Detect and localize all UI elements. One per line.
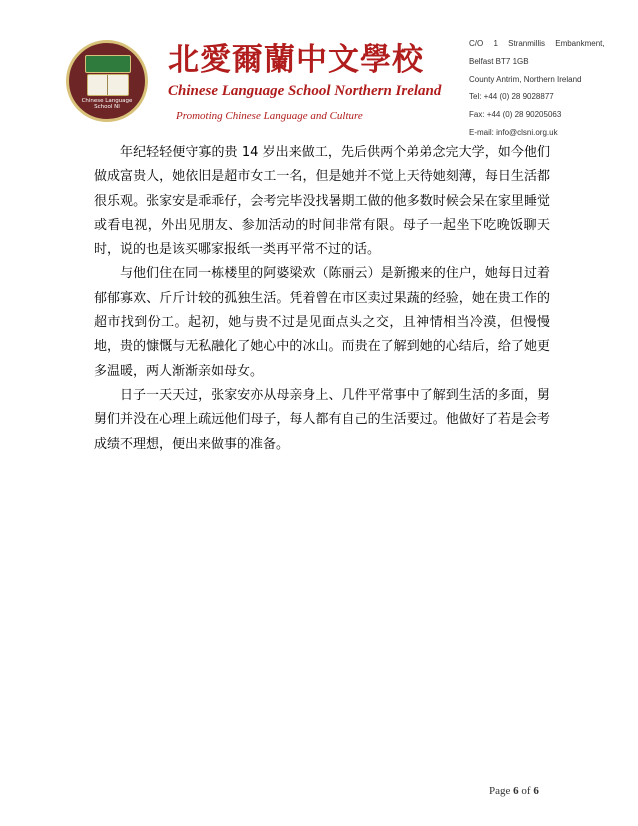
paragraph: 日子一天天过，张家安亦从母亲身上、几件平常事中了解到生活的多面，舅舅们并没在心理上疏远他们母子，每人都有自己的生活要过。他做好了若是会考成绩不理想，便出来做事的准备。 (94, 387, 550, 452)
page-total: 6 (533, 785, 539, 797)
school-title-chinese: 北愛爾蘭中文學校 (168, 42, 424, 78)
article-body (94, 141, 550, 457)
logo-name-line2: School NI (94, 104, 120, 110)
open-book-icon (87, 74, 129, 96)
address-line-1: C/O 1 Stranmillis Embankment, (469, 39, 605, 48)
logo-name-line1: Chinese Language (81, 98, 133, 104)
fax: Fax: +44 (0) 28 90205063 (469, 110, 562, 120)
school-title-english: Chinese Language School Northern Ireland (168, 83, 442, 99)
address-line-2: Belfast BT7 1GB (469, 56, 529, 66)
page-label: Page (489, 785, 511, 797)
chalkboard-icon (85, 55, 131, 73)
page-number (489, 785, 539, 797)
telephone: Tel: +44 (0) 28 9028877 (469, 92, 554, 102)
paragraph: 年纪轻轻便守寡的贵 14 岁出来做工，先后供两个弟弟念完大学，如今他们做成富贵人，她依旧是超市女工一名，但是她并不觉上天待她刻薄，每日生活都很乐观。张家安是乖乖仔，会考完毕没找暑期工做的他多数时候会呆在家里睡觉或看电视，外出见朋友、参加活动的时间非常有限。母子一起坐下吃晚饭聊天时，说的也是该买哪家报纸一类再平常不过的话。 (94, 145, 550, 258)
logo-school-name (69, 98, 145, 110)
school-logo (66, 40, 148, 122)
email: E-mail: info@clsni.org.uk (469, 127, 558, 137)
address-line-3: County Antrim, Northern Ireland (469, 74, 582, 84)
school-slogan: Promoting Chinese Language and Culture (176, 110, 363, 122)
contact-block (469, 38, 629, 145)
of-label: of (521, 785, 531, 797)
paragraph: 与他们住在同一栋楼里的阿婆梁欢（陈丽云）是新搬来的住户，她每日过着郁郁寡欢、斤斤计较的孤独生活。凭着曾在市区卖过果蔬的经验，她在贵工作的超市找到份工。起初，她与贵不过是见面点头之交，且神情相当冷漠，但慢慢地，贵的慷慨与无私融化了她心中的冰山。而贵在了解到她的心结后，给了她更多温暖，两人渐渐亲如母女。 (94, 266, 550, 379)
page-current: 6 (513, 785, 519, 797)
